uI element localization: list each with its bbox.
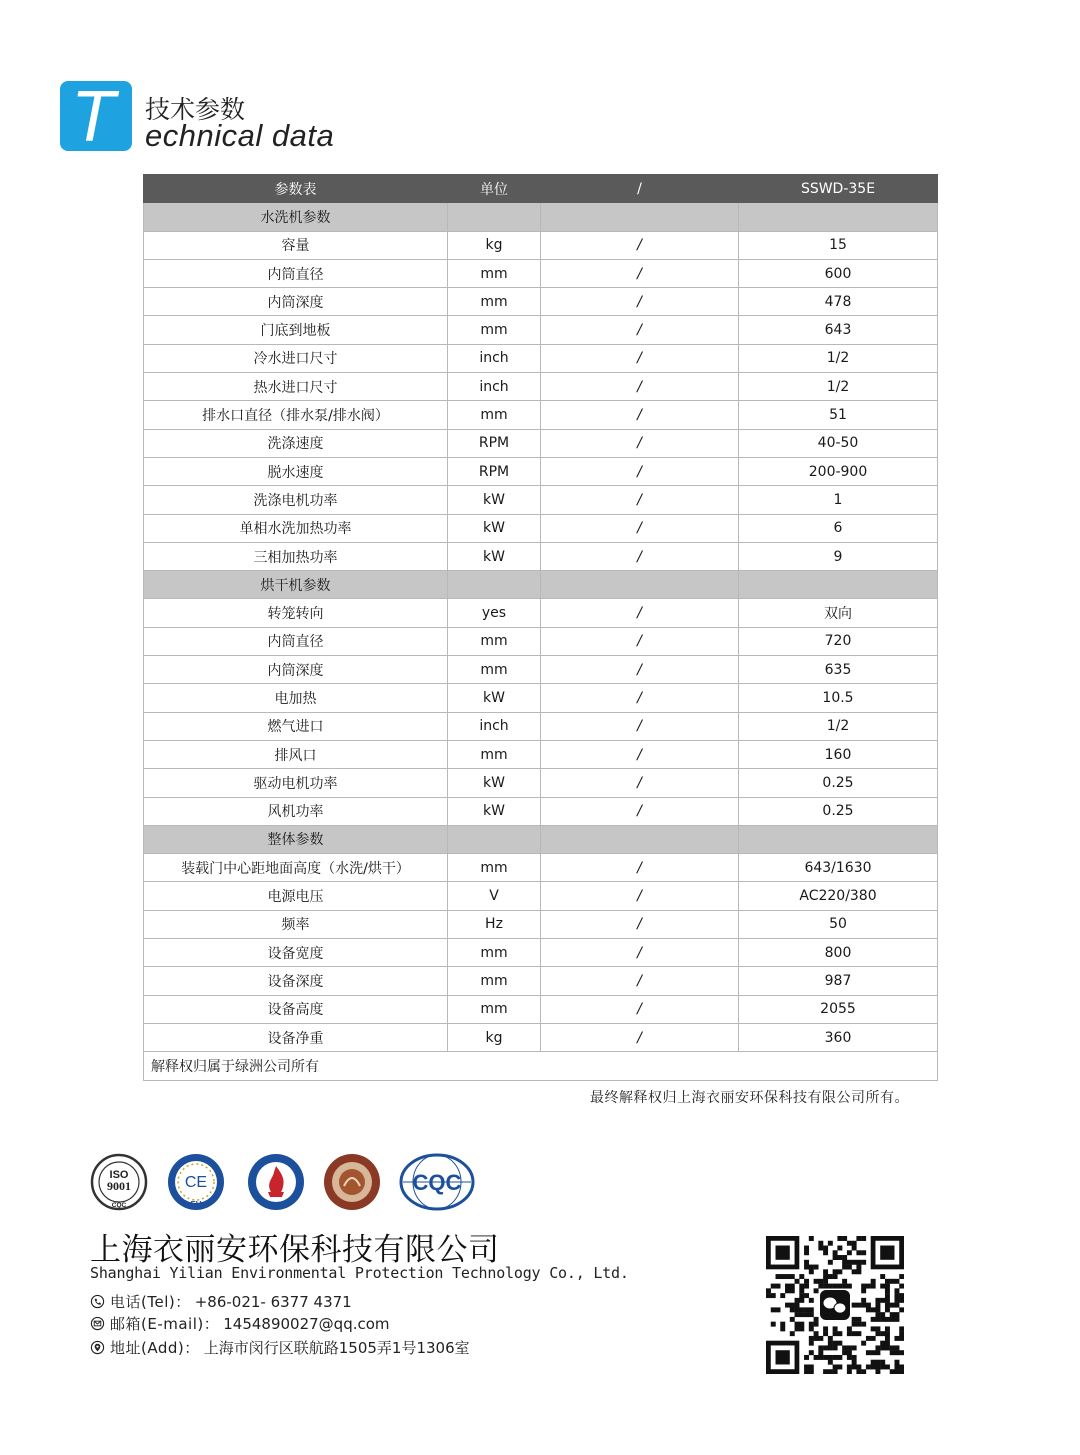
- table-row: [144, 910, 938, 938]
- unit-cell: inch: [448, 344, 541, 372]
- table-row: [144, 373, 938, 401]
- table-row: [144, 797, 938, 825]
- param-cell: 频率: [144, 910, 448, 938]
- slash-cell: /: [541, 995, 739, 1023]
- slash-cell: /: [541, 514, 739, 542]
- tel-label: 电话(Tel)：: [110, 1293, 191, 1311]
- cqc-seal-icon: [398, 1152, 476, 1212]
- section-empty-cell: [448, 203, 541, 231]
- table-row: [144, 882, 938, 910]
- slash-cell: /: [541, 684, 739, 712]
- unit-cell: V: [448, 882, 541, 910]
- unit-cell: mm: [448, 854, 541, 882]
- section-empty-cell: [739, 571, 938, 599]
- param-cell: 排水口直径（排水泵/排水阀）: [144, 401, 448, 429]
- value-cell: 10.5: [739, 684, 938, 712]
- param-cell: 电源电压: [144, 882, 448, 910]
- table-row: [144, 740, 938, 768]
- unit-cell: kW: [448, 769, 541, 797]
- value-cell: 360: [739, 1023, 938, 1051]
- slash-cell: /: [541, 882, 739, 910]
- param-cell: 冷水进口尺寸: [144, 344, 448, 372]
- slash-cell: /: [541, 486, 739, 514]
- param-cell: 三相加热功率: [144, 542, 448, 570]
- param-cell: 燃气进口: [144, 712, 448, 740]
- slash-cell: /: [541, 627, 739, 655]
- value-cell: 635: [739, 656, 938, 684]
- slash-cell: /: [541, 910, 739, 938]
- logo-t-icon: [60, 81, 132, 151]
- param-cell: 洗涤电机功率: [144, 486, 448, 514]
- section-title: 整体参数: [144, 825, 448, 853]
- section-empty-cell: [739, 825, 938, 853]
- slash-cell: /: [541, 429, 739, 457]
- unit-cell: kW: [448, 684, 541, 712]
- disclaimer: 最终解释权归上海衣丽安环保科技有限公司所有。: [590, 1090, 909, 1106]
- param-cell: 电加热: [144, 684, 448, 712]
- slash-cell: /: [541, 231, 739, 259]
- col-header-param: 参数表: [144, 175, 448, 203]
- section-empty-cell: [448, 825, 541, 853]
- unit-cell: RPM: [448, 429, 541, 457]
- value-cell: 6: [739, 514, 938, 542]
- value-cell: AC220/380: [739, 882, 938, 910]
- company-name-cn: 上海衣丽安环保科技有限公司: [90, 1232, 500, 1268]
- unit-cell: mm: [448, 656, 541, 684]
- value-cell: 9: [739, 542, 938, 570]
- slash-cell: /: [541, 712, 739, 740]
- wechat-icon: [820, 1290, 850, 1320]
- table-row: [144, 316, 938, 344]
- table-row: [144, 939, 938, 967]
- address-value: 上海市闵行区联航路1505弄1号1306室: [203, 1339, 470, 1357]
- param-cell: 风机功率: [144, 797, 448, 825]
- table-row: [144, 514, 938, 542]
- logo-letter: T: [71, 81, 115, 151]
- unit-cell: yes: [448, 599, 541, 627]
- unit-cell: kW: [448, 514, 541, 542]
- table-row: [144, 854, 938, 882]
- table-row: [144, 542, 938, 570]
- value-cell: 0.25: [739, 769, 938, 797]
- table-footnote-row: [144, 1052, 938, 1080]
- section-empty-cell: [541, 571, 739, 599]
- table-row: [144, 627, 938, 655]
- eu-text: EU: [190, 1200, 202, 1209]
- ce-eu-seal-icon: [166, 1152, 226, 1212]
- table-row: [144, 656, 938, 684]
- param-cell: 设备高度: [144, 995, 448, 1023]
- table-row: [144, 769, 938, 797]
- param-cell: 洗涤速度: [144, 429, 448, 457]
- slash-cell: /: [541, 316, 739, 344]
- param-cell: 脱水速度: [144, 457, 448, 485]
- contact-email: [90, 1313, 390, 1334]
- param-cell: 内筒直径: [144, 627, 448, 655]
- slash-cell: /: [541, 259, 739, 287]
- param-cell: 热水进口尺寸: [144, 373, 448, 401]
- col-header-slash: /: [541, 175, 739, 203]
- param-cell: 设备净重: [144, 1023, 448, 1051]
- email-value: 1454890027@qq.com: [223, 1314, 390, 1333]
- unit-cell: mm: [448, 740, 541, 768]
- phone-icon: [90, 1294, 105, 1309]
- value-cell: 50: [739, 910, 938, 938]
- param-cell: 单相水洗加热功率: [144, 514, 448, 542]
- param-cell: 设备深度: [144, 967, 448, 995]
- spec-table: [143, 174, 938, 1081]
- value-cell: 15: [739, 231, 938, 259]
- title-chinese: 技术参数: [145, 95, 246, 124]
- section-empty-cell: [541, 825, 739, 853]
- value-cell: 1/2: [739, 344, 938, 372]
- unit-cell: kW: [448, 486, 541, 514]
- section-title: 烘干机参数: [144, 571, 448, 599]
- iso-number: 9001: [107, 1179, 131, 1193]
- value-cell: 51: [739, 401, 938, 429]
- table-row: [144, 344, 938, 372]
- tel-value: +86-021- 6377 4371: [194, 1292, 352, 1311]
- value-cell: 1/2: [739, 373, 938, 401]
- unit-cell: kW: [448, 542, 541, 570]
- param-cell: 转笼转向: [144, 599, 448, 627]
- spec-table-header: [144, 175, 938, 203]
- param-cell: 门底到地板: [144, 316, 448, 344]
- unit-cell: mm: [448, 259, 541, 287]
- unit-cell: mm: [448, 627, 541, 655]
- mail-icon: [90, 1316, 105, 1331]
- contact-tel: [90, 1291, 352, 1312]
- table-row: [144, 995, 938, 1023]
- slash-cell: /: [541, 401, 739, 429]
- unit-cell: kW: [448, 797, 541, 825]
- slash-cell: /: [541, 967, 739, 995]
- slash-cell: /: [541, 797, 739, 825]
- param-cell: 驱动电机功率: [144, 769, 448, 797]
- col-header-unit: 单位: [448, 175, 541, 203]
- wechat-qr-code: [766, 1236, 904, 1374]
- section-empty-cell: [739, 203, 938, 231]
- unit-cell: mm: [448, 316, 541, 344]
- value-cell: 720: [739, 627, 938, 655]
- unit-cell: RPM: [448, 457, 541, 485]
- slash-cell: /: [541, 656, 739, 684]
- qr-finder-pattern: [768, 1238, 797, 1267]
- contact-address: [90, 1337, 470, 1358]
- unit-cell: mm: [448, 967, 541, 995]
- unit-cell: inch: [448, 373, 541, 401]
- section-empty-cell: [541, 203, 739, 231]
- param-cell: 内筒深度: [144, 656, 448, 684]
- unit-cell: mm: [448, 401, 541, 429]
- section-row-dryer: [144, 571, 938, 599]
- table-row: [144, 231, 938, 259]
- address-label: 地址(Add)：: [110, 1339, 200, 1357]
- spec-table-body: [144, 203, 938, 1052]
- table-row: [144, 1023, 938, 1051]
- section-row-washer: [144, 203, 938, 231]
- param-cell: 容量: [144, 231, 448, 259]
- slash-cell: /: [541, 344, 739, 372]
- slash-cell: /: [541, 373, 739, 401]
- table-row: [144, 401, 938, 429]
- slash-cell: /: [541, 769, 739, 797]
- slash-cell: /: [541, 457, 739, 485]
- value-cell: 2055: [739, 995, 938, 1023]
- value-cell: 987: [739, 967, 938, 995]
- company-name-en: Shanghai Yilian Environmental Protection Technology Co., Ltd.: [90, 1264, 629, 1282]
- qr-finder-pattern: [873, 1238, 902, 1267]
- value-cell: 0.25: [739, 797, 938, 825]
- table-row: [144, 259, 938, 287]
- cqc-text: CQC: [412, 1170, 462, 1195]
- value-cell: 200-900: [739, 457, 938, 485]
- section-row-overall: [144, 825, 938, 853]
- unit-cell: Hz: [448, 910, 541, 938]
- value-cell: 1: [739, 486, 938, 514]
- table-row: [144, 967, 938, 995]
- section-empty-cell: [448, 571, 541, 599]
- section-title: 水洗机参数: [144, 203, 448, 231]
- param-cell: 装载门中心距地面高度（水洗/烘干）: [144, 854, 448, 882]
- param-cell: 内筒直径: [144, 259, 448, 287]
- association-seal-icon: [322, 1152, 382, 1212]
- value-cell: 478: [739, 288, 938, 316]
- value-cell: 643/1630: [739, 854, 938, 882]
- iso-text: ISO: [109, 1169, 129, 1181]
- slash-cell: /: [541, 599, 739, 627]
- table-row: [144, 486, 938, 514]
- qr-finder-pattern: [768, 1343, 797, 1372]
- value-cell: 643: [739, 316, 938, 344]
- value-cell: 160: [739, 740, 938, 768]
- iso-cqc-text: CQC: [111, 1202, 127, 1209]
- unit-cell: kg: [448, 1023, 541, 1051]
- value-cell: 1/2: [739, 712, 938, 740]
- red-flame-seal-icon: [246, 1152, 306, 1212]
- title-english: echnical data: [145, 118, 335, 153]
- location-pin-icon: [90, 1340, 105, 1355]
- unit-cell: mm: [448, 939, 541, 967]
- unit-cell: mm: [448, 288, 541, 316]
- table-row: [144, 599, 938, 627]
- value-cell: 800: [739, 939, 938, 967]
- param-cell: 排风口: [144, 740, 448, 768]
- table-footnote: 解释权归属于绿洲公司所有: [144, 1052, 938, 1080]
- value-cell: 600: [739, 259, 938, 287]
- slash-cell: /: [541, 740, 739, 768]
- unit-cell: mm: [448, 995, 541, 1023]
- unit-cell: kg: [448, 231, 541, 259]
- value-cell: 双向: [739, 599, 938, 627]
- slash-cell: /: [541, 542, 739, 570]
- slash-cell: /: [541, 939, 739, 967]
- table-row: [144, 429, 938, 457]
- value-cell: 40-50: [739, 429, 938, 457]
- email-label: 邮箱(E-mail)：: [110, 1315, 220, 1333]
- table-row: [144, 457, 938, 485]
- slash-cell: /: [541, 854, 739, 882]
- param-cell: 设备宽度: [144, 939, 448, 967]
- param-cell: 内筒深度: [144, 288, 448, 316]
- unit-cell: inch: [448, 712, 541, 740]
- col-header-model: SSWD-35E: [739, 175, 938, 203]
- table-row: [144, 288, 938, 316]
- iso9001-seal-icon: [90, 1152, 148, 1212]
- slash-cell: /: [541, 288, 739, 316]
- table-row: [144, 684, 938, 712]
- table-row: [144, 712, 938, 740]
- ce-text: CE: [184, 1174, 208, 1191]
- slash-cell: /: [541, 1023, 739, 1051]
